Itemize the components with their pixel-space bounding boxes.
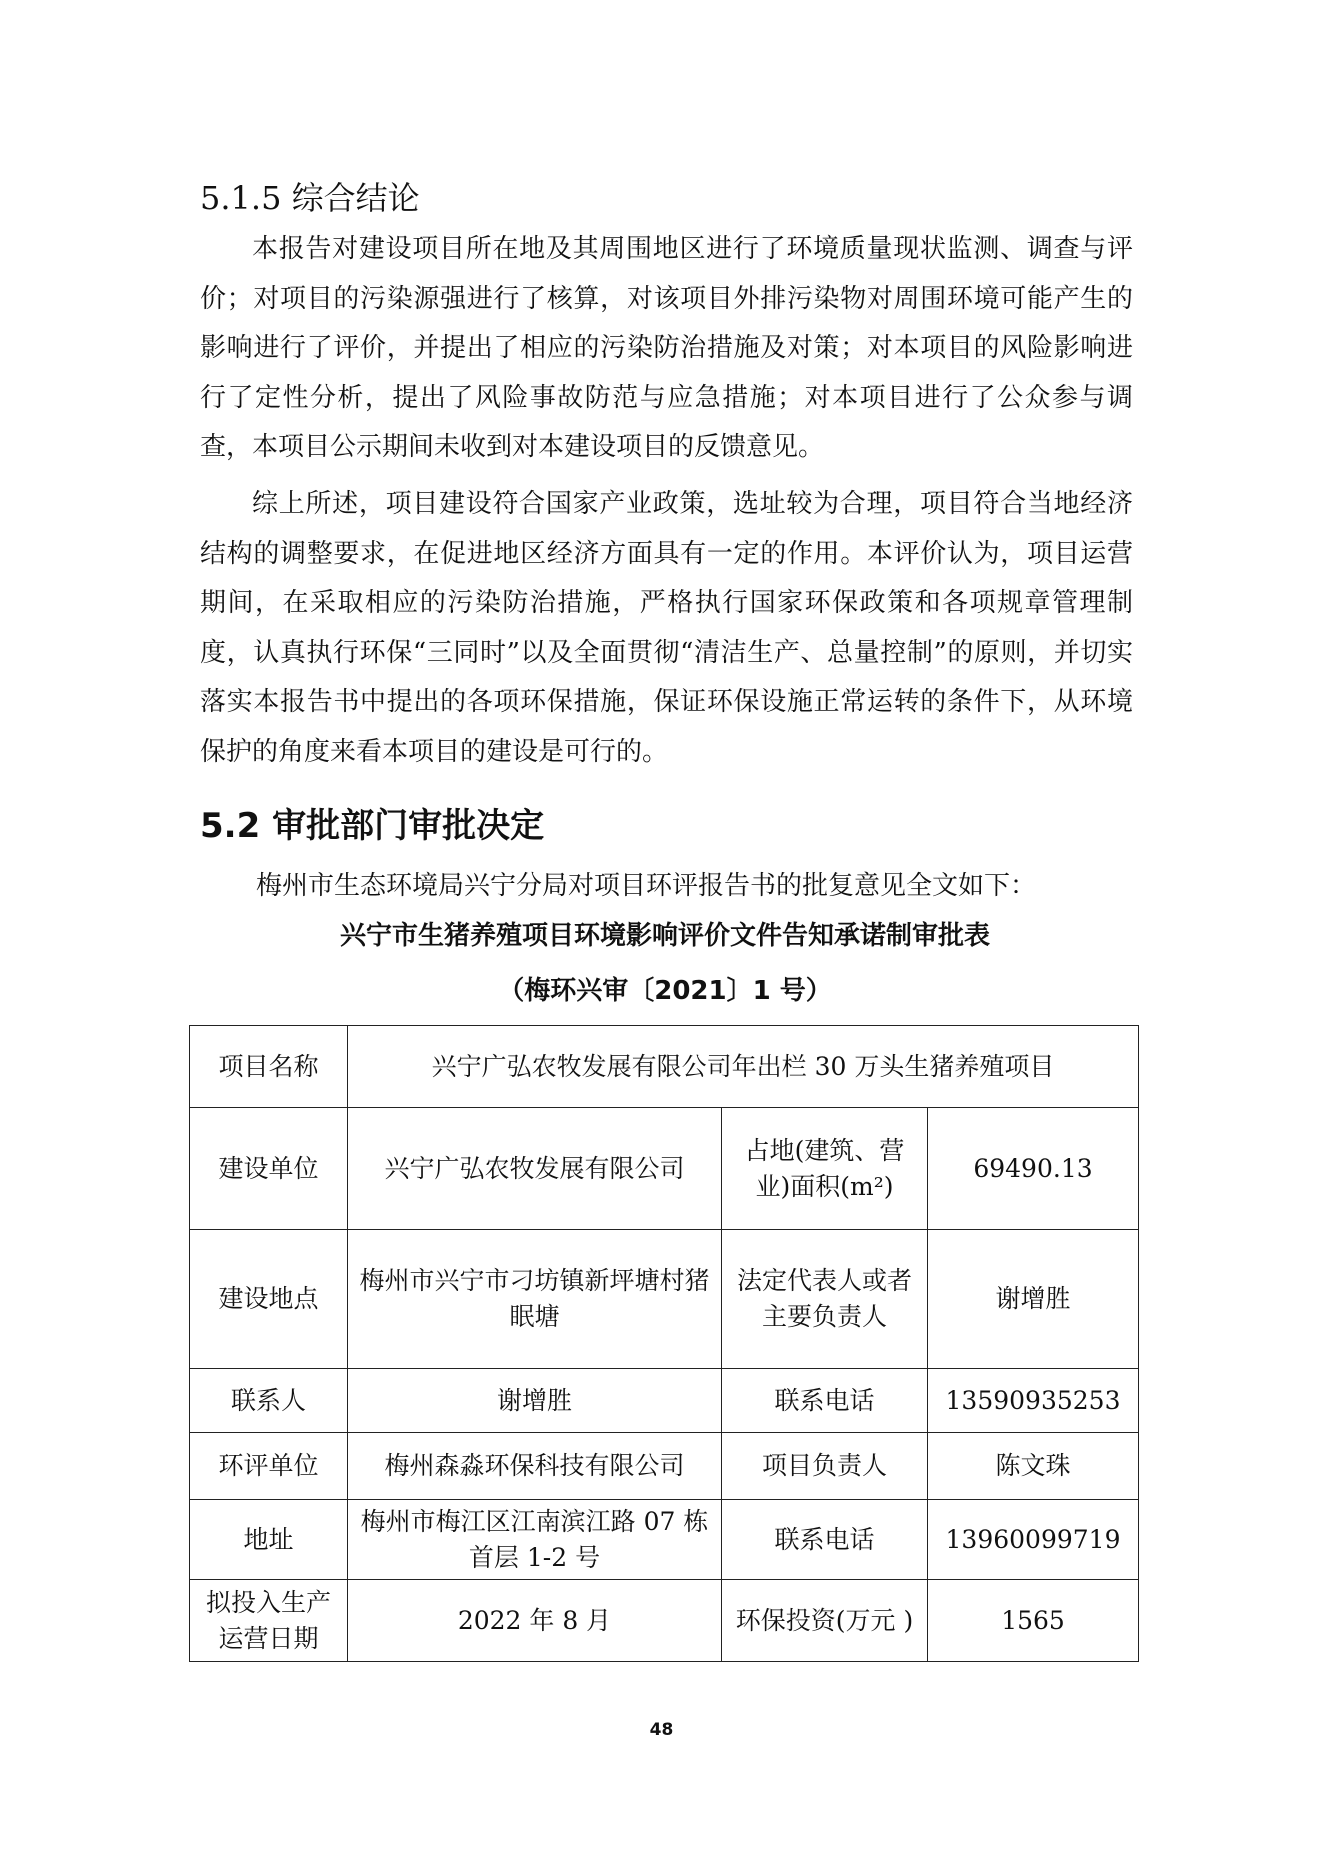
table-row bbox=[190, 1026, 1139, 1108]
legal-rep-label: 法定代表人或者主要负责人 bbox=[722, 1230, 928, 1369]
table-row bbox=[190, 1369, 1139, 1433]
area-value: 69490.13 bbox=[928, 1108, 1139, 1230]
table-row bbox=[190, 1580, 1139, 1662]
table-row bbox=[190, 1433, 1139, 1500]
contact-label: 联系人 bbox=[190, 1369, 348, 1433]
contact-phone-label: 联系电话 bbox=[722, 1369, 928, 1433]
start-date-value: 2022 年 8 月 bbox=[348, 1580, 722, 1662]
start-date-label: 拟投入生产运营日期 bbox=[190, 1580, 348, 1662]
section-heading-5-1-5: 5.1.5 综合结论 bbox=[200, 179, 420, 217]
address-value: 梅州市梅江区江南滨江路 07 栋首层 1-2 号 bbox=[348, 1500, 722, 1580]
approval-intro-paragraph: 梅州市生态环境局兴宁分局对项目环评报告书的批复意见全文如下： bbox=[256, 871, 1037, 901]
env-invest-value: 1565 bbox=[928, 1580, 1139, 1662]
location-label: 建设地点 bbox=[190, 1230, 348, 1369]
table-subtitle: （梅环兴审〔2021〕1 号） bbox=[498, 976, 832, 1006]
build-unit-label: 建设单位 bbox=[190, 1108, 348, 1230]
section-heading-5-2: 5.2 审批部门审批决定 bbox=[200, 806, 545, 846]
project-lead-label: 项目负责人 bbox=[722, 1433, 928, 1500]
legal-rep-value: 谢增胜 bbox=[928, 1230, 1139, 1369]
conclusion-paragraph-1: 本报告对建设项目所在地及其周围地区进行了环境质量现状监测、调查与评价；对项目的污染源强进行了核算，对该项目外排污染物对周围环境可能产生的影响进行了评价，并提出了相应的污染防治措施及对策；对本项目的风险影响进行了定性分析，提出了风险事故防范与应急措施；对本项目进行了公众参与调查，本项目公示期间未收到对本建设项目的反馈意见。 bbox=[200, 234, 1133, 462]
contact-value: 谢增胜 bbox=[348, 1369, 722, 1433]
project-lead-value: 陈文珠 bbox=[928, 1433, 1139, 1500]
conclusion-paragraph-2: 综上所述，项目建设符合国家产业政策，选址较为合理，项目符合当地经济结构的调整要求，在促进地区经济方面具有一定的作用。本评价认为，项目运营期间，在采取相应的污染防治措施，严格执行国家环保政策和各项规章管理制度，认真执行环保“三同时”以及全面贯彻“清洁生产、总量控制”的原则，并切实落实本报告书中提出的各项环保措施，保证环保设施正常运转的条件下，从环境保护的角度来看本项目的建设是可行的。 bbox=[200, 489, 1133, 767]
page-number: 48 bbox=[649, 1720, 674, 1740]
table-row bbox=[190, 1108, 1139, 1230]
env-invest-label: 环保投资(万元 ) bbox=[722, 1580, 928, 1662]
address-phone-label: 联系电话 bbox=[722, 1500, 928, 1580]
location-value: 梅州市兴宁市刁坊镇新坪塘村猪眠塘 bbox=[348, 1230, 722, 1369]
table-row bbox=[190, 1230, 1139, 1369]
project-name-value: 兴宁广弘农牧发展有限公司年出栏 30 万头生猪养殖项目 bbox=[348, 1026, 1139, 1108]
address-label: 地址 bbox=[190, 1500, 348, 1580]
eia-unit-value: 梅州森淼环保科技有限公司 bbox=[348, 1433, 722, 1500]
contact-phone-value: 13590935253 bbox=[928, 1369, 1139, 1433]
area-label: 占地(建筑、营业)面积(m²) bbox=[722, 1108, 928, 1230]
table-title: 兴宁市生猪养殖项目环境影响评价文件告知承诺制审批表 bbox=[339, 921, 990, 951]
table-row bbox=[190, 1500, 1139, 1580]
approval-table bbox=[189, 1025, 1139, 1662]
eia-unit-label: 环评单位 bbox=[190, 1433, 348, 1500]
project-name-label: 项目名称 bbox=[190, 1026, 348, 1108]
build-unit-value: 兴宁广弘农牧发展有限公司 bbox=[348, 1108, 722, 1230]
address-phone-value: 13960099719 bbox=[928, 1500, 1139, 1580]
